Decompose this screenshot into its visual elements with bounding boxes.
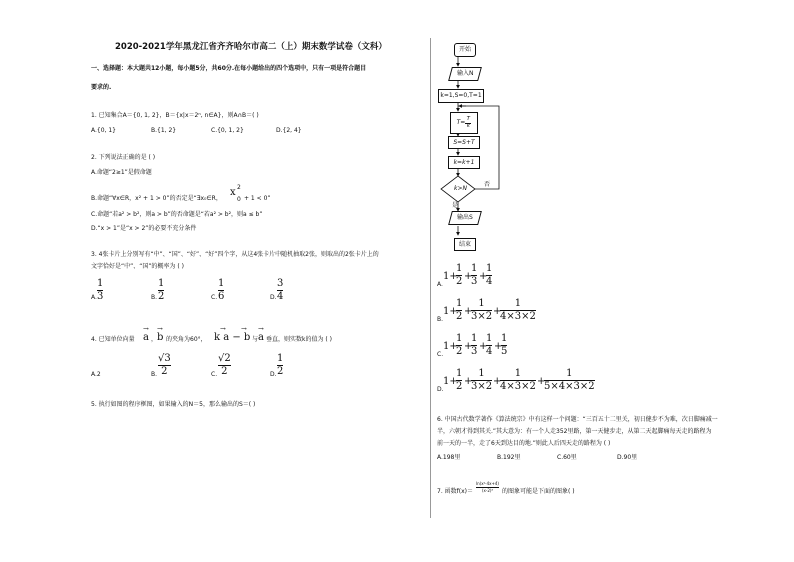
q5-option-c-term4: 1 5 <box>501 333 508 357</box>
q4-stem-end: 垂直，则实数k的值为 ( ) <box>266 336 332 343</box>
q6-stem: 6. 中国古代数学著作《算法统宗》中有这样一个问题：“三百五十二里关，初日健步不为难，次日脚痛减一 <box>437 416 718 423</box>
q5-option-b-plus1: + <box>464 306 473 317</box>
q6-stem-line2: 半，六朝才得到其关.”其大意为：有一个人走352里路，第一天健步走，从第二天起脚痛每天走的路程为 <box>437 428 712 435</box>
q5-option-a-label: A. <box>437 281 443 288</box>
q5-option-d-plus2: + <box>493 376 502 387</box>
q4-option-c-fraction: √2 2 <box>218 353 231 377</box>
q5-option-b-term3: 1 4×3×2 <box>500 298 536 322</box>
q3-stem: 3. 4张卡片上分别写有“中”、“国”、“好”、“好”四个字，从这4张卡片中随机抽取2张，则取出的2张卡片上的 <box>91 251 379 258</box>
q5-option-c-term2: 1 3 <box>471 333 478 357</box>
flow-init: k=1,S=0,T=1 <box>438 89 484 103</box>
q5-option-c-plus1: + <box>464 341 473 352</box>
q5-option-a-plus1: + <box>464 271 473 282</box>
q5-option-d-plus1: + <box>464 376 473 387</box>
q4-comma: ， <box>151 336 158 343</box>
flow-start: 开始 <box>454 43 476 57</box>
q2-option-c: C.命题“若a² > b²，则a > b”的否命题是“若a² > b²，则a ≤ b” <box>91 211 263 218</box>
q5-option-c-label: C. <box>437 351 444 358</box>
q5-option-a-term3: 1 4 <box>486 263 493 287</box>
q4-vector-b: → b <box>157 325 164 343</box>
q5-option-c-plus2: + <box>479 341 488 352</box>
q5-option-d-term2: 1 3×2 <box>471 368 493 392</box>
q4-option-d-fraction: 1 2 <box>277 353 284 377</box>
q5-option-a-plus2: + <box>479 271 488 282</box>
q1-option-d: D.{2, 4} <box>276 127 302 134</box>
q7-stem: 7. 函数f(x)＝ <box>437 488 473 495</box>
q6-option-d: D.90里 <box>617 454 638 461</box>
q4-option-b-fraction: √3 2 <box>158 353 171 377</box>
q1-option-c: C.{0, 1, 2} <box>211 127 244 134</box>
q3-option-a-label: A. <box>91 294 97 301</box>
section-heading-cont: 要求的. <box>91 84 112 91</box>
q7-fraction: ln(x²-4x+4) (x-2)³ <box>476 481 499 493</box>
q4-option-a: A.2 <box>91 371 101 378</box>
q3-option-b-label: B. <box>151 294 158 301</box>
flow-update-s: S=S+T <box>448 136 480 149</box>
flow-update-k: k=k+1 <box>448 156 480 169</box>
q4-angle-text: 的夹角为60°， <box>166 336 207 343</box>
flow-no-label: 否 <box>484 181 491 188</box>
q2-option-d: D.“x > 1”是“x > 2”的必要不充分条件 <box>91 225 197 232</box>
q4-vector-a: → a <box>143 325 149 343</box>
q5-option-d-one: 1+ <box>443 376 458 387</box>
q2-option-a: A.命题“2≥1”是假命题 <box>91 169 152 176</box>
q3-option-d-label: D. <box>270 294 277 301</box>
q4-connector: 与 <box>252 336 259 343</box>
flow-end: 结束 <box>454 238 476 251</box>
q4-option-d-label: D. <box>270 371 277 378</box>
q4-stem: 4. 已知单位向量 <box>91 336 135 343</box>
q5-option-a-term2: 1 3 <box>471 263 478 287</box>
flow-yes-label: 是 <box>452 202 459 209</box>
q2-x0-sup: 2 <box>237 184 241 191</box>
q5-option-c-term1: 1 2 <box>456 333 463 357</box>
q2-option-b-tail: + 1 < 0” <box>244 195 271 202</box>
q2-option-b: B.命题“∀x∈R，x² + 1 > 0”的否定是“∃x₀∈R， <box>91 195 222 202</box>
q3-stem-cont: 文字恰好是“中”、“国”的概率为 ( ) <box>91 263 184 270</box>
q5-option-c-one: 1+ <box>443 341 458 352</box>
column-divider <box>430 38 431 518</box>
q6-stem-line3: 前一天的一半，走了6天到达目的地.”则此人后四天走的路程为 ( ) <box>437 440 611 447</box>
q5-option-d-term3: 1 4×3×2 <box>500 368 536 392</box>
q5-option-d-term1: 1 2 <box>456 368 463 392</box>
q6-option-c: C.60里 <box>557 454 577 461</box>
section-heading: 一、选择题：本大题共12小题，每小题5分，共60分.在每小题给出的四个选项中，只有一项是符合题目 <box>91 65 367 72</box>
q5-option-b-term2: 1 3×2 <box>471 298 493 322</box>
q2-x0-symbol: x <box>230 187 236 198</box>
q3-option-a-fraction: 1 3 <box>97 278 104 302</box>
flow-assign-t: T= T k <box>450 112 478 134</box>
q4-option-b-label: B. <box>151 371 158 378</box>
q5-option-d-label: D. <box>437 386 444 393</box>
q6-option-b: B.192里 <box>497 454 521 461</box>
q1-stem: 1. 已知集合A＝{0, 1, 2}，B＝{x|x＝2ⁿ, n∈A}，则A∩B＝( ) <box>91 112 259 119</box>
q5-option-a-term1: 1 2 <box>456 263 463 287</box>
flow-condition: k>N <box>454 185 467 192</box>
q5-option-b-one: 1+ <box>443 306 458 317</box>
q5-option-c-plus3: + <box>494 341 503 352</box>
q5-option-d-term4: 1 5×4×3×2 <box>544 368 595 392</box>
q4-option-c-label: C. <box>211 371 218 378</box>
q5-option-b-term1: 1 2 <box>456 298 463 322</box>
q5-option-c-term3: 1 4 <box>486 333 493 357</box>
q3-option-c-label: C. <box>211 294 218 301</box>
q5-option-b-label: B. <box>437 316 444 323</box>
q6-option-a: A.198里 <box>437 454 461 461</box>
q2-x0-sub: 0 <box>237 196 241 203</box>
q5-option-a-one: 1+ <box>443 271 458 282</box>
q3-option-d-fraction: 3 4 <box>277 278 284 302</box>
q3-option-c-fraction: 1 6 <box>218 278 225 302</box>
q1-option-a: A.{0, 1} <box>91 127 116 134</box>
q4-vector-a2: → a <box>258 325 264 343</box>
q1-option-b: B.{1, 2} <box>151 127 177 134</box>
q7-stem-tail: 的图象可能是下面的图象( ) <box>502 488 575 495</box>
q4-expression: → → k a − b <box>214 325 251 343</box>
page-title: 2020-2021学年黑龙江省齐齐哈尔市高二（上）期末数学试卷（文科） <box>115 42 387 52</box>
q2-stem: 2. 下列说法正确的是 ( ) <box>91 154 156 161</box>
q5-option-b-plus2: + <box>493 306 502 317</box>
flow-output: 输出S <box>448 211 482 225</box>
q3-option-b-fraction: 1 2 <box>158 278 165 302</box>
q5-option-d-plus3: + <box>537 376 546 387</box>
flow-input: 输入N <box>448 67 482 81</box>
q5-stem: 5. 执行如图的程序框图，如果输入的N＝5，那么输出的S＝( ) <box>91 401 256 408</box>
